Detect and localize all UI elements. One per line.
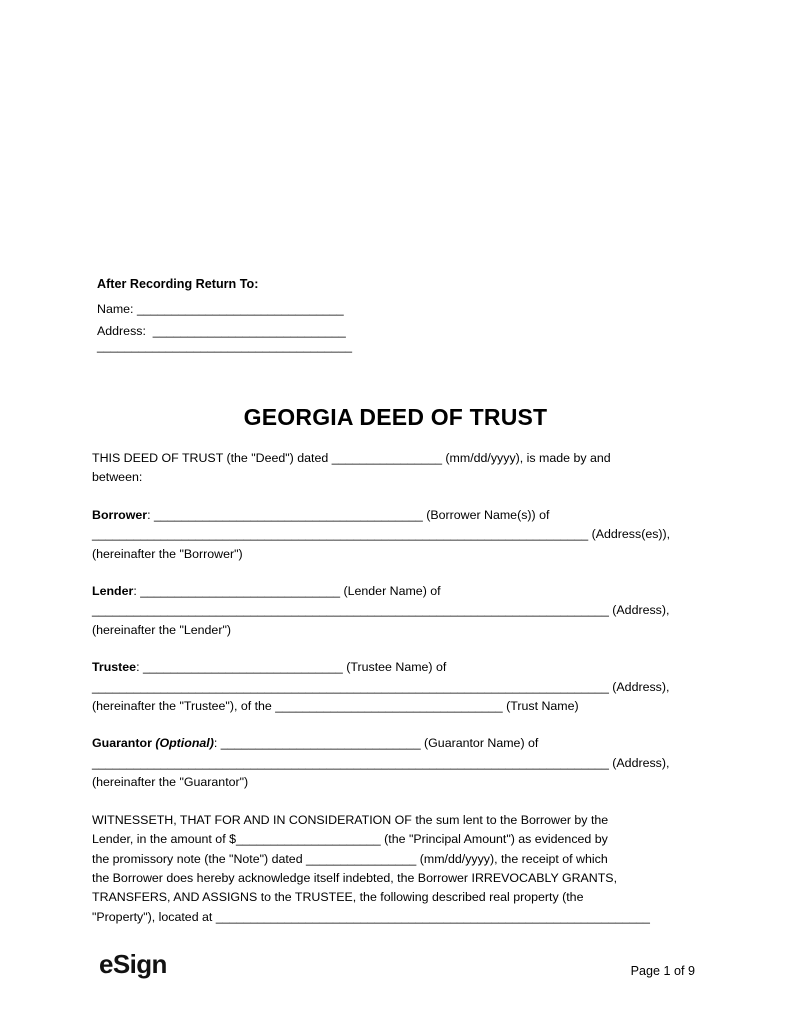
address-row [97, 324, 346, 338]
borrower-address-suffix: (Address(es)), [588, 527, 671, 542]
borrower-hereinafter: (hereinafter the "Borrower") [92, 546, 243, 561]
trustee-hereinafter: (hereinafter the "Trustee"), of the [92, 699, 276, 714]
paragraph-intro [92, 449, 717, 488]
guarantor-line-2 [92, 754, 717, 773]
trustee-line-3 [92, 697, 717, 716]
trustee-address-blank: ___________________________________________________________________________ [92, 679, 609, 694]
lender-line-2 [92, 601, 717, 620]
address-blank: ____________________________ [152, 324, 346, 338]
name-blank: ______________________________ [136, 302, 344, 316]
deed-date-blank: ________________ [331, 451, 442, 465]
address-label: Address: [97, 324, 153, 338]
guarantor-line-1 [92, 734, 717, 753]
note-date-post: (mm/dd/yyyy), the receipt of which [416, 851, 608, 866]
guarantor-optional-label: (Optional) [151, 736, 214, 751]
guarantor-address-suffix: (Address), [608, 755, 670, 770]
property-address-blank: _______________________________________________________________ [215, 909, 650, 924]
trustee-address-suffix: (Address), [608, 679, 670, 694]
note-date-pre: the promissory note (the "Note") dated [92, 851, 307, 866]
trust-name-suffix: (Trust Name) [502, 699, 579, 714]
name-label: Name: [97, 302, 137, 316]
return-block-heading: After Recording Return To: [97, 277, 259, 291]
page-number: Page 1 of 9 [630, 964, 695, 978]
principal-amount-blank: _____________________ [235, 832, 381, 847]
trustee-label: Trustee [92, 660, 137, 675]
trustee-name-suffix: (Trustee Name) of [342, 660, 447, 675]
lender-name-blank: _____________________________ [140, 584, 341, 599]
document-title: GEORGIA DEED OF TRUST [243, 404, 548, 430]
guarantor-name-blank: _____________________________ [220, 736, 421, 751]
witnesseth-line-1: WITNESSETH, THAT FOR AND IN CONSIDERATION OF the sum lent to the Borrower by the [92, 812, 609, 827]
paragraph-guarantor [92, 734, 717, 792]
lender-name-suffix: (Lender Name) of [340, 584, 441, 599]
intro-text-post: (mm/dd/yyyy), is made by and [441, 451, 611, 465]
witnesseth-line-2 [92, 830, 717, 849]
witnesseth-line-5: TRANSFERS, AND ASSIGNS to the TRUSTEE, the following described real property (the [92, 890, 584, 905]
note-date-blank: ________________ [306, 851, 417, 866]
trustee-line-1 [92, 658, 717, 677]
trustee-line-2 [92, 678, 717, 697]
intro-text-pre: THIS DEED OF TRUST (the "Deed") dated [92, 451, 332, 465]
guarantor-sep: : [213, 736, 221, 751]
witnesseth-line-6 [92, 908, 717, 927]
property-pre: "Property"), located at [92, 909, 216, 924]
lender-label: Lender [92, 584, 134, 599]
lender-line-1 [92, 582, 717, 601]
paragraph-lender [92, 582, 717, 640]
borrower-line-2 [92, 525, 717, 544]
lender-sep: : [133, 584, 141, 599]
lender-address-suffix: (Address), [608, 603, 670, 618]
name-row [97, 302, 344, 316]
paragraph-witnesseth [92, 811, 717, 927]
paragraph-borrower [92, 506, 717, 564]
esign-logo: eSign [99, 949, 167, 979]
paragraph-trustee [92, 658, 717, 716]
intro-line-2: between: [92, 470, 143, 485]
principal-pre: Lender, in the amount of $ [92, 832, 236, 847]
trustee-sep: : [136, 660, 143, 675]
borrower-address-blank: ________________________________________________________________________ [92, 527, 589, 542]
intro-line-1 [92, 449, 717, 468]
borrower-sep: : [147, 507, 154, 522]
guarantor-address-blank: ___________________________________________________________________________ [92, 755, 609, 770]
borrower-name-suffix: (Borrower Name(s)) of [422, 507, 550, 522]
borrower-line-1 [92, 506, 717, 525]
lender-address-blank: ___________________________________________________________________________ [92, 603, 609, 618]
guarantor-hereinafter: (hereinafter the "Guarantor") [92, 775, 249, 790]
document-body [92, 449, 717, 945]
principal-post: (the "Principal Amount") as evidenced by [380, 832, 608, 847]
trustee-name-blank: _____________________________ [142, 660, 343, 675]
witnesseth-line-3 [92, 850, 717, 869]
borrower-label: Borrower [92, 507, 148, 522]
address-extra-blank: _____________________________________ [97, 339, 352, 353]
guarantor-name-suffix: (Guarantor Name) of [420, 736, 539, 751]
trust-name-blank: _________________________________ [275, 699, 503, 714]
borrower-name-blank: _______________________________________ [153, 507, 423, 522]
witnesseth-line-4: the Borrower does hereby acknowledge itself indebted, the Borrower IRREVOCABLY GRANTS, [92, 870, 618, 885]
lender-hereinafter: (hereinafter the "Lender") [92, 622, 231, 637]
guarantor-label: Guarantor [92, 736, 152, 751]
